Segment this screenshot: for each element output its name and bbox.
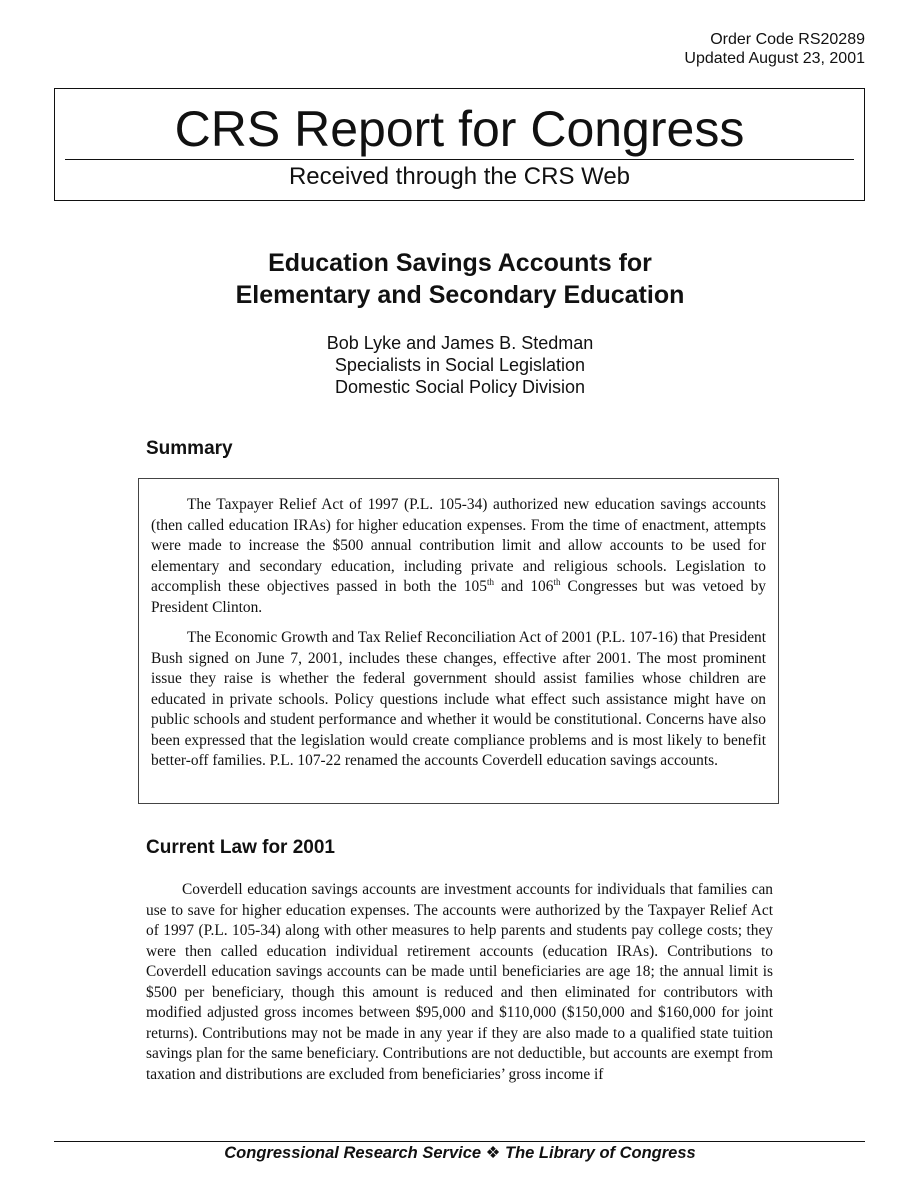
summary-paragraph-1: [151, 495, 766, 618]
order-code: Order Code RS20289: [710, 31, 865, 48]
current-law-body: [146, 880, 773, 1085]
updated-date: Updated August 23, 2001: [684, 50, 865, 67]
summary-p1-text-a: The Taxpayer Relief Act of 1997 (P.L. 105-34) authorized new education savings accounts (then called education IRAs) for higher education expenses. From the time of enactment, attempts were made to increase the $500 annual contribution limit and allow accounts to be used for elementary and secondary education, including private and religious schools. Legislation to accomplish these objectives passed in both the 105: [151, 496, 766, 595]
order-info: [684, 30, 865, 68]
footer-text: Congressional Research Service ❖ The Library of Congress: [224, 1144, 696, 1162]
summary-p1-text-b: and 106: [493, 578, 554, 595]
superscript-th: th: [553, 576, 561, 587]
author-division: Domestic Social Policy Division: [334, 377, 586, 397]
title-line-1: Education Savings Accounts for: [268, 249, 652, 277]
title-line-2: Elementary and Secondary Education: [235, 281, 685, 309]
summary-box: [138, 478, 779, 804]
current-law-paragraph-1: Coverdell education savings accounts are investment accounts for individuals that families can use to save for higher education expenses. The accounts were authorized by the Taxpayer Relief Act of 1997 (P.L. 105-34) along with other measures to help parents and students pay college costs; they were then called education individual retirement accounts (education IRAs). Contributions to Coverdell education savings accounts can be made until beneficiaries are age 18; the annual limit is $500 per beneficiary, though this amount is reduced and then eliminated for contributors with modified adjusted gross incomes between $95,000 and $110,000 ($150,000 and $160,000 for joint returns). Contributions may not be made in any year if they are also made to a qualified state tuition savings plan for the same beneficiary. Contributions are not deductible, but accounts are exempt from taxation and distributions are excluded from beneficiaries’ gross income if: [146, 881, 773, 1083]
summary-paragraph-2: The Economic Growth and Tax Relief Reconciliation Act of 2001 (P.L. 107-16) that President Bush signed on June 7, 2001, includes these changes, effective after 2001. The most prominent issue they raise is whether the federal government should assist families whose children are educated in private schools. Policy questions include what effect such assistance might have on public schools and student performance and whether it would be constitutional. Concerns have also been expressed that the legislation would create compliance problems and is most likely to benefit better-off families. P.L. 107-22 renamed the accounts Coverdell education savings accounts.: [151, 629, 766, 769]
author-role: Specialists in Social Legislation: [334, 355, 586, 375]
authors: Bob Lyke and James B. Stedman: [326, 333, 594, 353]
summary-heading: Summary: [146, 438, 233, 459]
banner-subtitle: Received through the CRS Web: [288, 163, 631, 190]
banner-divider: [65, 159, 854, 160]
current-law-heading: Current Law for 2001: [146, 837, 335, 858]
document-title: [0, 247, 920, 311]
banner-title: CRS Report for Congress: [174, 101, 745, 157]
summary-p1-text-c: Congresses but was vetoed by President Clinton.: [151, 578, 766, 616]
superscript-th: th: [486, 576, 494, 587]
author-block: [0, 332, 920, 398]
report-banner: [54, 88, 865, 201]
